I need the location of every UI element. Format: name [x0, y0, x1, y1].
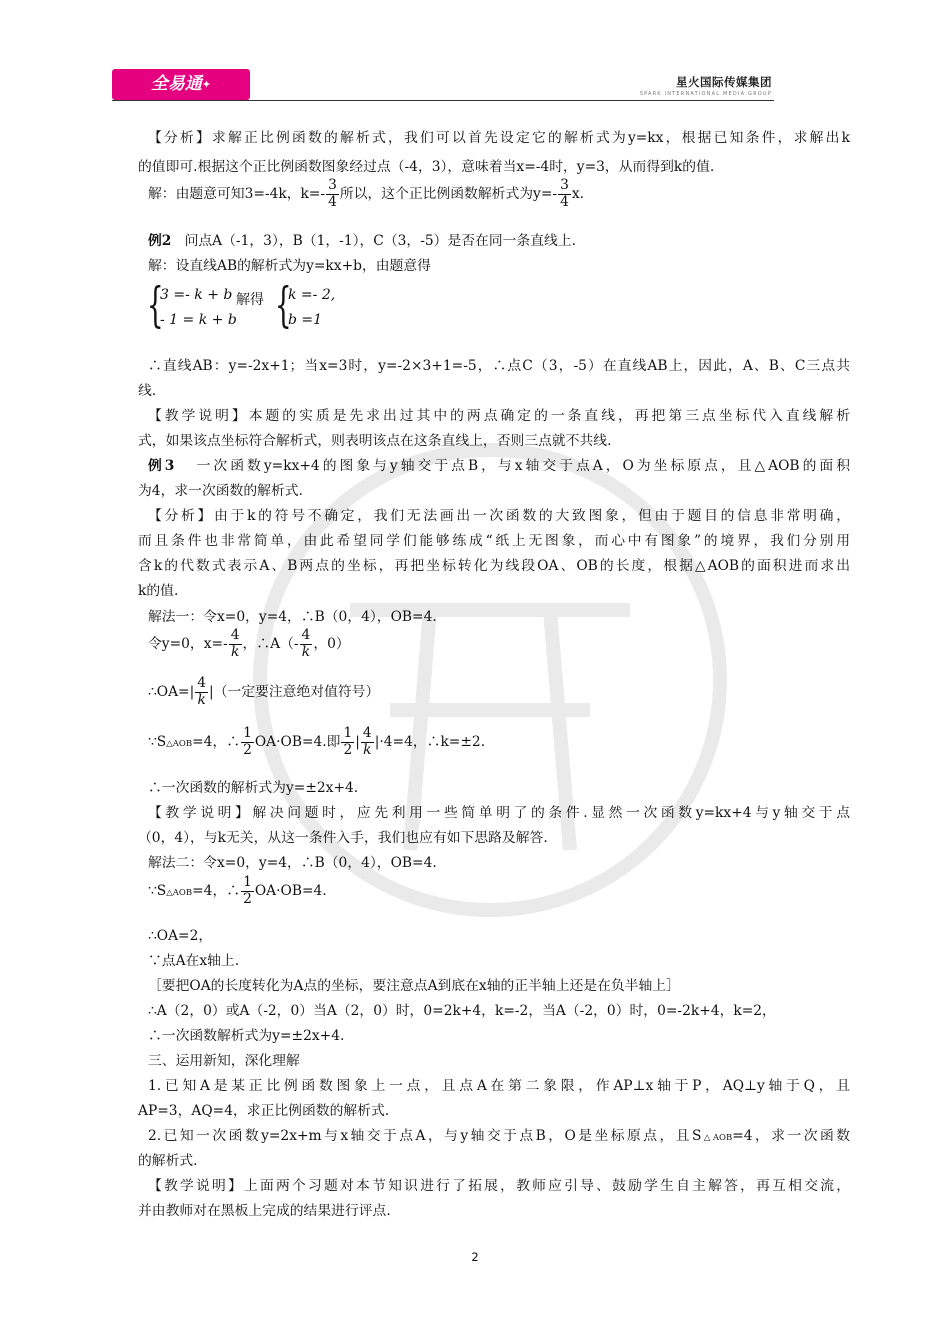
analysis-1-line1: 【分析】求解正比例函数的解析式，我们可以首先设定它的解析式为y=kx，根据已知条件，求解出k [148, 130, 850, 146]
text-segment: |·4=4，∴k=±2. [374, 733, 486, 750]
result-2: b =1 [288, 312, 323, 328]
fraction-1-2 [241, 726, 254, 759]
text-segment: ∵S [148, 882, 167, 899]
fraction-denominator: k [197, 691, 206, 708]
method-2-step4: ∵点A在x轴上. [148, 953, 240, 969]
example-3-line2: 为4，求一次函数的解析式. [138, 483, 303, 499]
fraction-denominator: 2 [343, 741, 353, 758]
example-3-text: 一次函数y=kx+4的图象与y轴交于点B，与x轴交于点A，O为坐标原点，且△AOB的面积 [196, 458, 850, 474]
conclusion-2-line1: ∴直线AB：y=-2x+1；当x=3时，y=-2×3+1=-5，∴点C（3，-5）在直线AB上，因此，A、B、C三点共 [148, 358, 850, 374]
analysis-3-line2: 而且条件也非常简单，由此希望同学们能够练成“纸上无图象，而心中有图象”的境界，我们分别用 [138, 533, 850, 549]
solution-1 [148, 178, 584, 211]
text-segment: =4，求一次函数 [732, 1128, 851, 1144]
exercise-2-line1 [148, 1124, 850, 1144]
analysis-3-line1: 【分析】由于k的符号不确定，我们无法画出一次函数的大致图象，但由于题目的信息非常明确， [148, 508, 850, 524]
exercise-1-line1: 1.已知A是某正比例函数图象上一点，且点A在第二象限，作AP⊥x轴于P，AQ⊥y轴于Q，且 [148, 1078, 850, 1094]
text-segment: ，0） [313, 635, 350, 652]
example-2-text: 问点A（-1，3），B（1，-1），C（3，-5）是否在同一条直线上. [184, 233, 577, 249]
method-1-step2 [148, 628, 350, 661]
result-1: k =- 2, [288, 287, 336, 303]
publisher-name-en: SPARK INTERNATIONAL MEDIA GROUP [639, 91, 772, 97]
equation-1: 3 =- k + b [160, 287, 233, 303]
fraction-numerator: 4 [362, 725, 372, 741]
method-2-step2 [148, 875, 327, 908]
fraction-denominator: k [301, 643, 311, 660]
fraction-numerator: 1 [343, 725, 353, 741]
fraction-3-4 [326, 178, 339, 211]
text-segment: OA·OB=4.即 [254, 733, 341, 750]
publisher [640, 74, 772, 97]
fraction-denominator: k [230, 643, 240, 660]
text-segment: 2.已知一次函数y=2x+m与x轴交于点A，与y轴交于点B，O是坐标原点，且S [148, 1128, 702, 1144]
fraction-denominator: 4 [560, 193, 569, 210]
analysis-1-line2: 的值即可.根据这个正比例函数图象经过点（-4，3），意味着当x=-4时，y=3，从而得到k的值. [138, 159, 715, 175]
fraction-1-2-c [241, 875, 254, 908]
teaching-note-3-line2: 并由教师对在黑板上完成的结果进行评点. [138, 1203, 391, 1219]
fraction-4-k [229, 628, 242, 661]
solve-label: 解得 [236, 292, 264, 308]
equation-system [146, 277, 388, 333]
subscript-aob: △AOB [166, 738, 193, 749]
fraction-1-2-b [341, 726, 354, 759]
left-brace: { [146, 277, 164, 333]
solution-2-intro: 解：设直线AB的解析式为y=kx+b，由题意得 [148, 258, 431, 274]
method-1-step4 [148, 726, 485, 759]
method-1-step1: 解法一：令x=0，y=4，∴B（0，4），OB=4. [148, 609, 437, 625]
method-2-step3: ∴OA=2， [148, 928, 213, 944]
teaching-note-2-line2: （0，4），与k无关，从这一条件入手，我们也应有如下思路及解答. [138, 830, 548, 846]
text-segment: ∵S [148, 733, 167, 750]
method-2-step5: ∴A（2，0）或A（-2，0）当A（2，0）时，0=2k+4，k=-2，当A（-2，0）时，0=-2k+4，k=2， [148, 1003, 776, 1019]
solution-1-part-c: x. [571, 185, 585, 202]
brand-logo-text: 全易通 [150, 74, 202, 94]
method-2-hint: ［要把OA的长度转化为A点的坐标，要注意点A到底在x轴的正半轴上还是在负半轴上］ [148, 978, 680, 994]
fraction-numerator: 4 [197, 675, 207, 691]
solution-1-part-b: 所以，这个正比例函数解析式为y=- [339, 185, 558, 202]
example-3-label: 例3 [148, 458, 175, 474]
analysis-3-line4: k的值. [138, 583, 179, 599]
sparkle-icon: ✦ [201, 78, 212, 91]
teaching-note-2-line1: 【教学说明】解决问题时，应先利用一些简单明了的条件.显然一次函数y=kx+4与y轴交于点 [148, 805, 850, 821]
fraction-denominator: k [363, 741, 372, 758]
fraction-numerator: 4 [230, 627, 240, 643]
page-number: 2 [471, 1250, 479, 1264]
fraction-numerator: 1 [243, 874, 252, 890]
teaching-note-1-line2: 式，如果该点坐标符合解析式，则表明该点在这条直线上，否则三点就不共线. [138, 433, 612, 449]
fraction-4-k-abs [195, 676, 208, 709]
fraction-numerator: 4 [301, 627, 311, 643]
teaching-note-3-line1: 【教学说明】上面两个习题对本节知识进行了拓展，教师应引导、鼓励学生自主解答，再互相交流， [148, 1178, 850, 1194]
text-segment: =4，∴ [192, 882, 241, 899]
method-1-result: ∴一次函数的解析式为y=±2x+4. [148, 780, 359, 796]
publisher-name: 星火国际传媒集团 [676, 75, 772, 89]
subscript-aob: △AOB [701, 1133, 733, 1143]
method-2-step1: 解法二：令x=0，y=4，∴B（0，4），OB=4. [148, 855, 437, 871]
fraction-4-k-b [300, 628, 313, 661]
fraction-denominator: 2 [243, 741, 252, 758]
brand-logo [112, 69, 250, 100]
text-segment: |（一定要注意绝对值符号） [209, 683, 380, 700]
exercise-1-line2: AP=3，AQ=4，求正比例函数的解析式. [138, 1103, 390, 1119]
fraction-4-k-c [361, 726, 374, 759]
fraction-denominator: 2 [243, 890, 252, 907]
text-segment: OA·OB=4. [254, 882, 327, 899]
exercise-2-line2: 的解析式. [138, 1153, 198, 1169]
example-2-label: 例2 [148, 233, 172, 249]
fraction-numerator: 3 [328, 177, 337, 193]
solution-1-part-a: 解：由题意可知3=-4k，k=- [148, 185, 326, 202]
example-2 [148, 229, 576, 249]
method-1-step3 [148, 676, 379, 709]
header-divider [112, 100, 774, 101]
fraction-numerator: 3 [560, 177, 569, 193]
section-heading: 三、运用新知，深化理解 [148, 1053, 300, 1069]
method-2-result: ∴一次函数解析式为y=±2x+4. [148, 1028, 345, 1044]
subscript-aob: △AOB [166, 887, 193, 898]
teaching-note-1-line1: 【教学说明】本题的实质是先求出过其中的两点确定的一条直线，再把第三点坐标代入直线解析 [148, 408, 850, 424]
text-segment: | [355, 733, 360, 750]
text-segment: ，∴A（- [242, 635, 299, 652]
text-segment: =4，∴ [192, 733, 241, 750]
fraction-numerator: 1 [243, 725, 252, 741]
analysis-3-line3: 含k的代数式表示A、B两点的坐标，再把坐标转化为线段OA、OB的长度，根据△AOB的面积进而求出 [138, 558, 850, 574]
equation-2: - 1 = k + b [160, 312, 237, 328]
right-brace: { [274, 277, 292, 333]
conclusion-2-line2: 线. [138, 383, 157, 399]
text-segment: ∴OA=| [148, 683, 195, 700]
fraction-3-4-b [558, 178, 571, 211]
text-segment: 令y=0，x=- [148, 635, 228, 652]
example-3 [148, 454, 850, 474]
fraction-denominator: 4 [328, 193, 337, 210]
